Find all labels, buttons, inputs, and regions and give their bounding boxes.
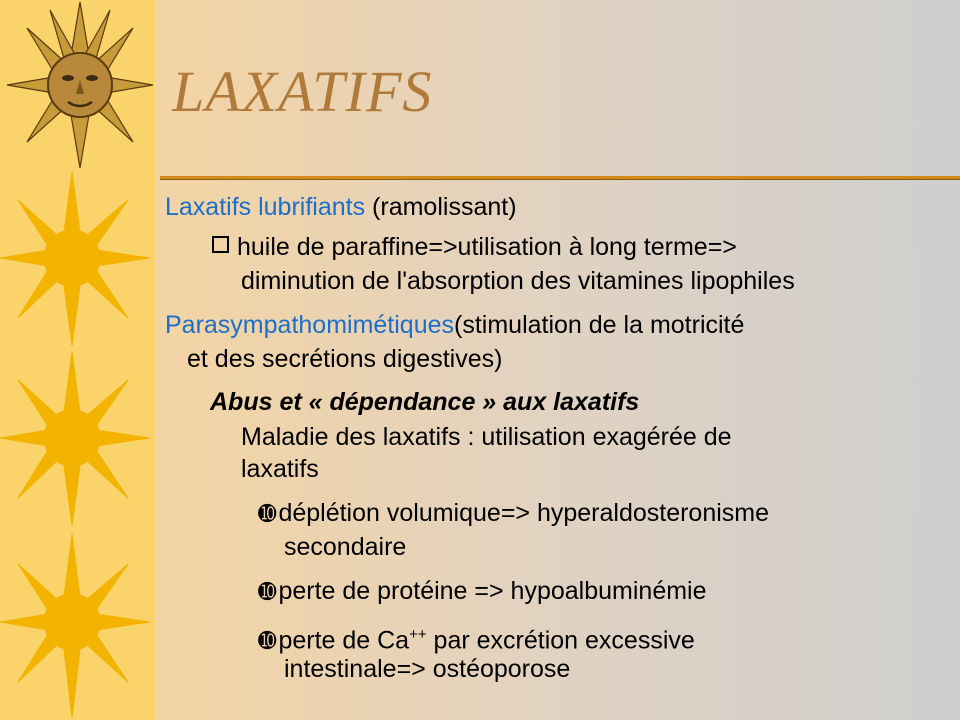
effect-3-superscript: ++ — [409, 626, 427, 643]
effect-3-text-b: par excrétion excessive — [426, 626, 695, 655]
effect-item-1-line2: secondaire — [284, 533, 407, 561]
paraffine-item-line1 — [212, 230, 737, 264]
abus-line2: laxatifs — [241, 455, 319, 483]
numbered-bullet-icon: ➓ — [258, 628, 277, 654]
abus-line1: Maladie des laxatifs : utilisation exagérée de — [241, 423, 732, 451]
sun-icon — [0, 350, 155, 530]
lubrifiants-heading: Laxatifs lubrifiants — [165, 193, 366, 221]
title-underline — [160, 176, 960, 179]
effect-item-3-line2: intestinale=> ostéoporose — [284, 655, 571, 683]
sun-icon — [0, 170, 155, 350]
numbered-bullet-icon: ➓ — [258, 501, 277, 526]
parasympatho-line1 — [165, 308, 744, 342]
lubrifiants-note: (ramolissant) — [365, 193, 517, 221]
parasympatho-heading: Parasympathomimétiques — [165, 311, 455, 339]
abus-heading: Abus et « dépendance » aux laxatifs — [210, 388, 640, 416]
parasympatho-line2: et des secrétions digestives) — [187, 345, 503, 373]
effect-item-1-line1 — [258, 496, 769, 531]
square-bullet-icon — [212, 236, 229, 253]
parasympatho-note: (stimulation de la motricité — [454, 311, 745, 339]
effect-1-text: déplétion volumique=> hyperaldosteronisme — [278, 499, 770, 527]
effect-3-text-a: perte de Ca — [278, 626, 410, 655]
effect-item-2 — [258, 574, 707, 609]
sun-face-icon — [5, 0, 155, 170]
sun-icon — [0, 530, 155, 720]
slide-title: LAXATIFS — [172, 59, 433, 124]
paraffine-text: huile de paraffine=>utilisation à long terme=> — [237, 233, 737, 261]
decorative-sidebar — [0, 0, 155, 720]
paraffine-item-line2: diminution de l'absorption des vitamines lipophiles — [241, 267, 795, 295]
effect-2-text: perte de protéine => hypoalbuminémie — [278, 577, 707, 605]
numbered-bullet-icon: ➓ — [258, 579, 277, 604]
lubrifiants-line — [165, 190, 517, 224]
